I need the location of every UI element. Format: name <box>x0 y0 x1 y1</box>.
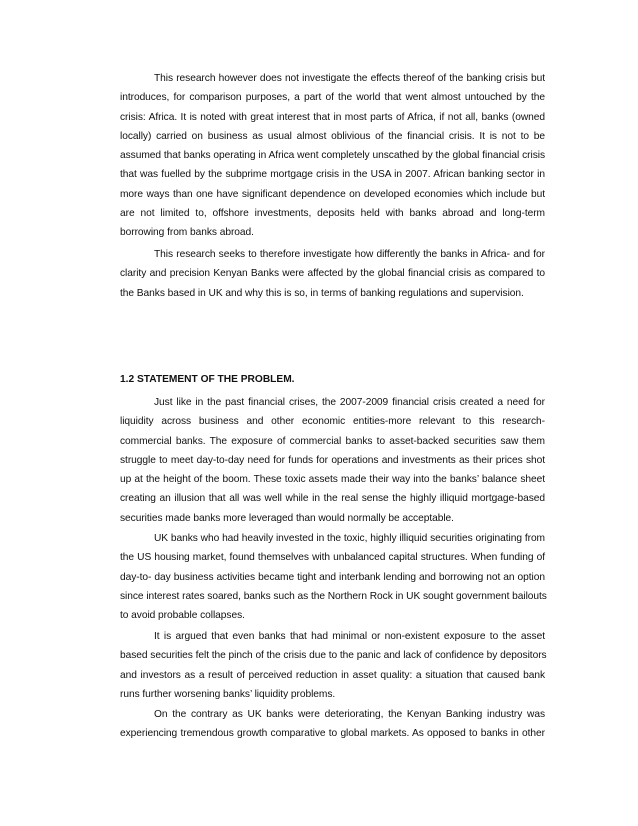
text-line: to avoid probable collapses. <box>120 610 245 622</box>
text-line: It is argued that even banks that had minimal or non-existent exposure to the asset <box>154 631 545 642</box>
text-line: are not limited to, offshore investments, deposits held with banks abroad and long-term <box>120 208 545 220</box>
text-line: experiencing tremendous growth comparative to global markets. As opposed to banks in other <box>120 728 545 740</box>
text-line: assumed that banks operating in Africa went completely unscathed by the global financial crisis <box>120 150 545 162</box>
intro-paragraph-1 <box>120 69 545 243</box>
text-line: day-to- day business activities became tight and interbank lending and borrowing not an option <box>120 571 545 583</box>
text-line: up at the height of the boom. These toxic assets made their way into the banks’ balance sheet <box>120 474 545 486</box>
section-paragraph-4 <box>120 705 545 744</box>
text-line: commercial banks. The exposure of commercial banks to asset-backed securities saw them <box>120 435 545 447</box>
text-line: liquidity across business and other economic entities-more relevant to this research- <box>120 416 545 428</box>
text-line: and investors as a result of perceived reduction in asset quality: a situation that caused bank <box>120 669 545 681</box>
section-paragraph-1 <box>120 393 545 528</box>
text-line: Just like in the past financial crises, the 2007-2009 financial crisis created a need for <box>154 397 545 408</box>
text-line: the US housing market, found themselves with unbalanced capital structures. When funding of <box>120 552 545 564</box>
text-line: This research however does not investigate the effects thereof of the banking crisis but <box>154 73 545 84</box>
section-heading: 1.2 STATEMENT OF THE PROBLEM. <box>120 374 295 385</box>
text-line: that was fuelled by the subprime mortgage crisis in the USA in 2007. African banking sector in <box>120 169 545 181</box>
intro-paragraph-2 <box>120 245 545 303</box>
text-line: crisis: Africa. It is noted with great interest that in most parts of Africa, if not all, banks (owned <box>120 111 545 123</box>
text-line: since interest rates soared, banks such as the Northern Rock in UK sought government bailouts <box>120 590 547 602</box>
text-line: locally) carried on business as usual almost oblivious of the financial crisis. It is not to be <box>120 130 545 142</box>
text-line: runs further worsening banks’ liquidity problems. <box>120 688 336 700</box>
text-line: This research seeks to therefore investigate how differently the banks in Africa- and for <box>154 249 545 260</box>
text-line: On the contrary as UK banks were deteriorating, the Kenyan Banking industry was <box>154 709 545 720</box>
text-line: introduces, for comparison purposes, a part of the world that went almost untouched by the <box>120 92 545 104</box>
text-line: creating an illusion that all was well while in the real sense the highly illiquid mortgage-based <box>120 493 545 505</box>
text-line: UK banks who had heavily invested in the toxic, highly illiquid securities originating from <box>154 533 545 544</box>
section-paragraph-2 <box>120 529 545 625</box>
text-line: the Banks based in UK and why this is so, in terms of banking regulations and supervision. <box>120 287 524 299</box>
text-line: securities made banks more leveraged than would normally be acceptable. <box>120 512 454 524</box>
text-line: struggle to meet day-to-day need for funds for operations and investments as their prices shot <box>120 454 545 466</box>
text-line: more ways than one have significant dependence on developed economies which include but <box>120 188 545 200</box>
text-line: based securities felt the pinch of the crisis due to the panic and lack of confidence by depositors <box>120 650 547 662</box>
text-line: borrowing from banks abroad. <box>120 227 254 239</box>
section-paragraph-3 <box>120 627 545 704</box>
text-line: clarity and precision Kenyan Banks were affected by the global financial crisis as compared to <box>120 268 545 280</box>
